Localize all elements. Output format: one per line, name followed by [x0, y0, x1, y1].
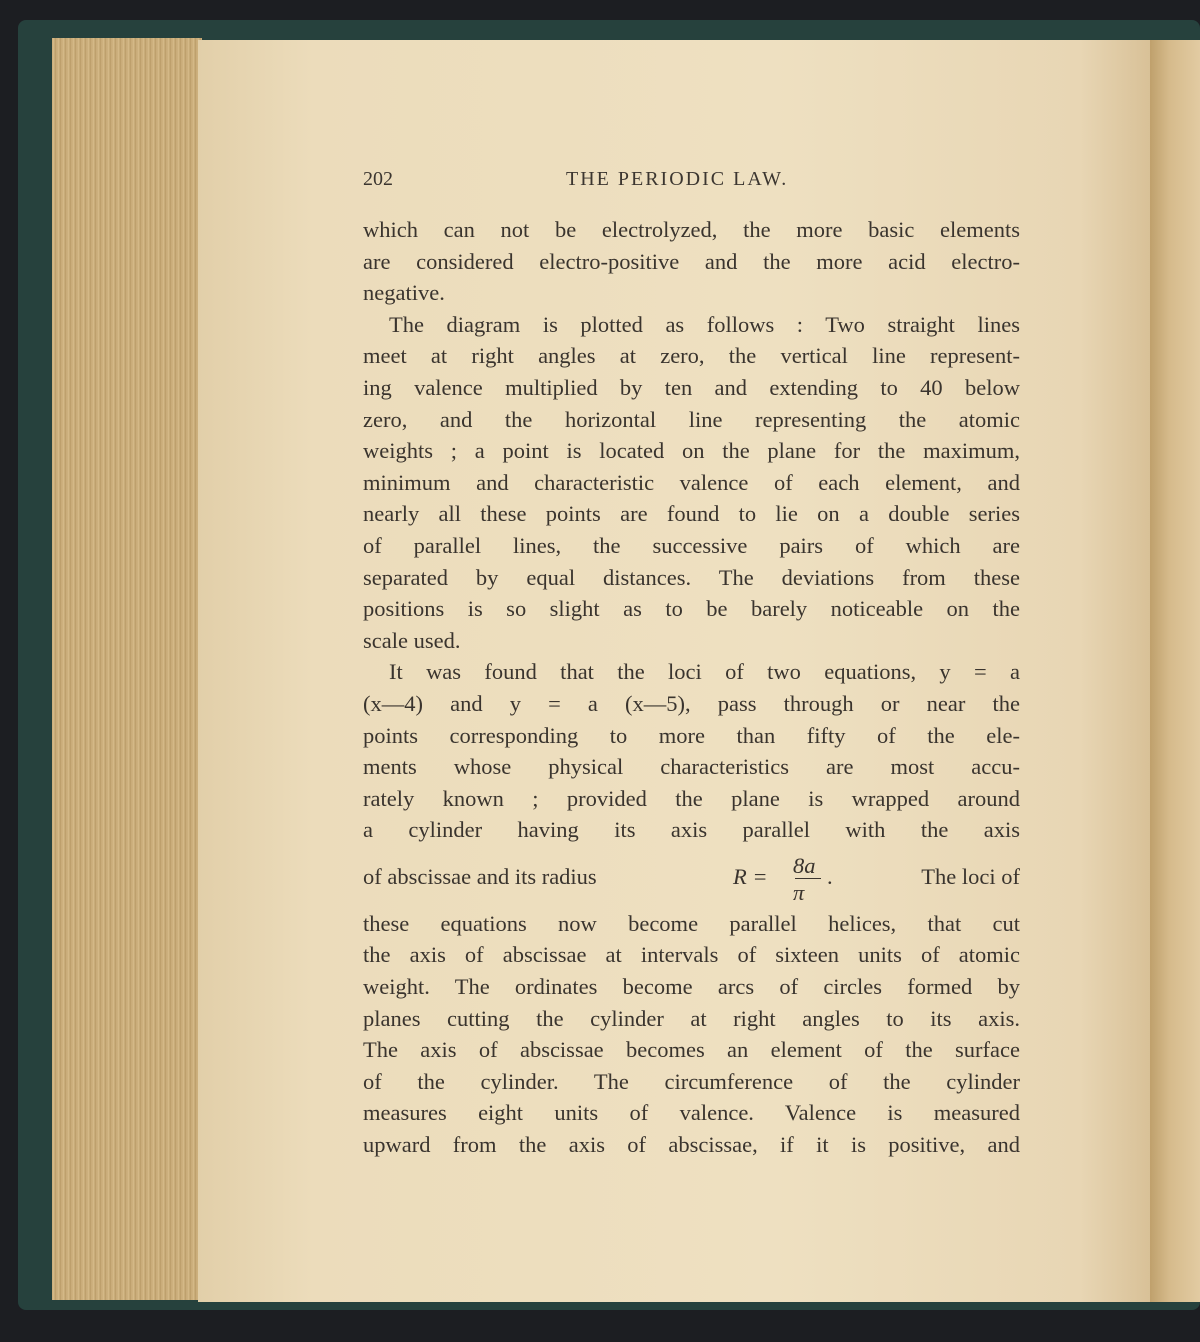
- running-title: THE PERIODIC LAW.: [566, 168, 789, 190]
- fraction-numerator: 8a: [793, 852, 816, 878]
- text-line: the axis of abscissae at intervals of sixteen units of atomic: [363, 942, 1020, 968]
- text-line: meet at right angles at zero, the vertical line represent-: [363, 343, 1020, 369]
- text-line: of parallel lines, the successive pairs of which are: [363, 532, 1020, 558]
- formula-lhs: R =: [733, 863, 768, 889]
- text-line: weight. The ordinates become arcs of circles formed by: [363, 974, 1020, 1000]
- text-line: nearly all these points are found to lie on a double series: [363, 501, 1020, 527]
- text-line: planes cutting the cylinder at right angles to its axis.: [363, 1005, 1020, 1031]
- text-line: measures eight units of valence. Valence is measured: [363, 1100, 1020, 1126]
- text-line: It was found that the loci of two equations, y = a: [389, 659, 1020, 685]
- text-line: scale used.: [363, 627, 461, 653]
- text-line: ing valence multiplied by ten and extending to 40 below: [363, 374, 1020, 400]
- text-line: negative.: [363, 280, 445, 306]
- text-line: which can not be electrolyzed, the more basic elements: [363, 217, 1020, 242]
- text-line: are considered electro-positive and the more acid electro-: [363, 248, 1020, 274]
- fraction: [793, 846, 823, 908]
- text-line: points corresponding to more than fifty of the ele-: [363, 722, 1020, 748]
- text-line: a cylinder having its axis parallel with the axis: [363, 817, 1020, 843]
- text-line: of the cylinder. The circumference of the cylinder: [363, 1068, 1020, 1094]
- page-edges: [52, 38, 202, 1300]
- text-line: ments whose physical characteristics are most accu-: [363, 754, 1020, 780]
- text-line: these equations now become parallel helices, that cut: [363, 910, 1020, 936]
- text-line: (x—4) and y = a (x—5), pass through or near the: [363, 690, 1020, 716]
- text-line: positions is so slight as to be barely noticeable on the: [363, 596, 1020, 622]
- text-line: The axis of abscissae becomes an element of the surface: [363, 1037, 1020, 1063]
- text-line: zero, and the horizontal line representing the atomic: [363, 406, 1020, 432]
- page-number: 202: [363, 168, 393, 190]
- opposite-page-edge: [1150, 40, 1200, 1302]
- formula-period: .: [827, 863, 833, 889]
- formula-lead-text: of abscissae and its radius: [363, 863, 597, 889]
- page-header: [363, 168, 1023, 194]
- body-text: [363, 214, 1020, 1161]
- text-line: minimum and characteristic valence of each element, and: [363, 469, 1020, 495]
- formula-tail-text: The loci of: [921, 863, 1020, 889]
- fraction-denominator: π: [793, 879, 805, 905]
- radius-formula: [733, 846, 833, 908]
- text-line: The diagram is plotted as follows : Two straight lines: [389, 311, 1020, 337]
- fraction-bar: [795, 878, 821, 879]
- text-line: rately known ; provided the plane is wrapped around: [363, 785, 1020, 811]
- text-line: upward from the axis of abscissae, if it is positive, and: [363, 1132, 1020, 1158]
- text-line: separated by equal distances. The deviations from these: [363, 564, 1020, 590]
- formula-line: [363, 846, 1020, 908]
- text-line: weights ; a point is located on the plane for the maximum,: [363, 438, 1020, 464]
